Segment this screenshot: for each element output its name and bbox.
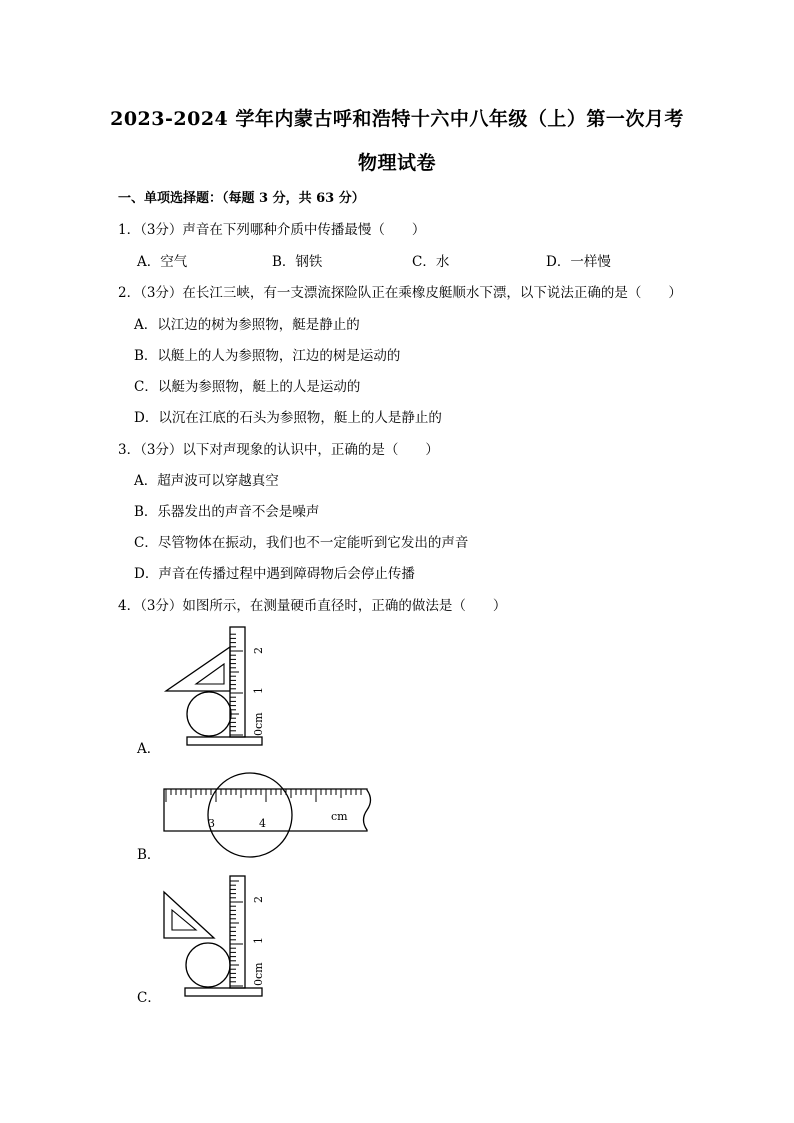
question-1-option-a: A．空气 <box>137 254 188 270</box>
question-4-option-b-label: B． <box>137 847 161 863</box>
figure-b-coin <box>208 773 292 857</box>
question-2-stem: 2．（3分）在长江三峡，有一支漂流探险队正在乘橡皮艇顺水下漂，以下说法正确的是（ ） <box>118 285 682 301</box>
figure-b-ruler-ticks <box>166 789 361 802</box>
paper-title: 2023-2024 学年内蒙古呼和浩特十六中八年级（上）第一次月考 <box>110 108 684 130</box>
figure-b-label-4: 4 <box>259 817 266 830</box>
question-3-option-c: C．尽管物体在振动，我们也不一定能听到它发出的声音 <box>134 535 469 551</box>
question-2-option-c: C．以艇为参照物，艇上的人是运动的 <box>134 379 361 395</box>
figure-b-label-cm: cm <box>331 810 348 823</box>
question-3-option-d: D．声音在传播过程中遇到障碍物后会停止传播 <box>134 566 415 582</box>
question-4-option-a-label: A． <box>137 741 161 757</box>
figure-a-base <box>187 737 262 745</box>
question-3-option-a: A．超声波可以穿越真空 <box>134 473 279 489</box>
figure-a-coin <box>187 692 231 736</box>
paper-subtitle: 物理试卷 <box>357 152 436 174</box>
figure-a-diagram <box>160 625 280 750</box>
question-4-option-c-label: C． <box>137 990 161 1006</box>
figure-b-label-3: 3 <box>208 817 215 830</box>
figure-a-label-0cm: 0cm <box>252 712 265 736</box>
figure-c-ruler-ticks <box>230 881 243 986</box>
question-3-stem: 3．（3分）以下对声现象的认识中，正确的是（ ） <box>118 442 439 458</box>
figure-c-triangle-inner <box>172 910 196 930</box>
question-2-option-a: A．以江边的树为参照物，艇是静止的 <box>134 317 360 333</box>
question-2-option-b: B．以艇上的人为参照物，江边的树是运动的 <box>134 348 401 364</box>
question-2-option-d: D．以沉在江底的石头为参照物，艇上的人是静止的 <box>134 410 442 426</box>
figure-a-label-1: 1 <box>252 687 265 694</box>
question-1-option-b: B．钢铁 <box>272 254 323 270</box>
figure-a-label-2: 2 <box>252 647 265 654</box>
figure-c-label-1: 1 <box>252 937 265 944</box>
figure-c-diagram <box>160 870 280 1000</box>
figure-a-ruler-ticks <box>230 634 243 735</box>
figure-c-label-0cm: 0cm <box>252 962 265 986</box>
question-1-option-c: C．水 <box>412 254 450 270</box>
question-1-option-d: D．一样慢 <box>546 254 611 270</box>
question-1-options <box>134 250 694 270</box>
question-1-stem: 1．（3分）声音在下列哪种介质中传播最慢（ ） <box>118 222 426 238</box>
figure-c-coin <box>186 943 230 987</box>
figure-a-ruler <box>230 627 245 737</box>
question-3-option-b: B．乐器发出的声音不会是噪声 <box>134 504 320 520</box>
section-heading: 一、单项选择题：（每题 3 分，共 63 分） <box>118 191 365 206</box>
figure-b-diagram <box>160 769 385 859</box>
figure-c-base <box>185 988 262 996</box>
figure-c-label-2: 2 <box>252 896 265 903</box>
question-4-stem: 4．（3分）如图所示，在测量硬币直径时，正确的做法是（ ） <box>118 598 507 614</box>
figure-c-ruler <box>230 876 245 988</box>
